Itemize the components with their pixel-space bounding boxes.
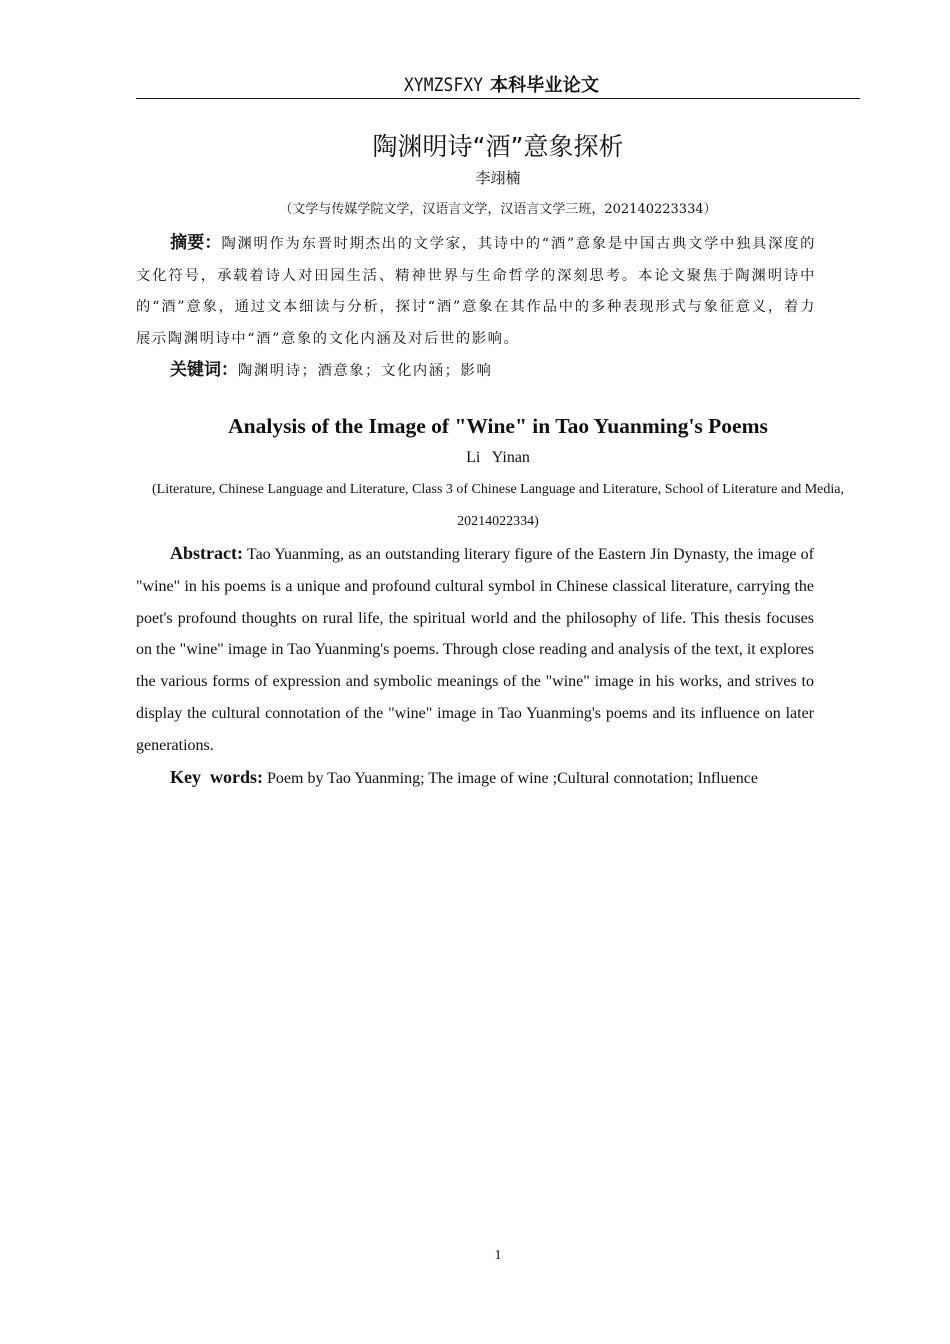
english-title: Analysis of the Image of "Wine" in Tao Yuanming's Poems — [228, 414, 768, 438]
chinese-keywords-label: 关键词： — [170, 360, 238, 380]
chinese-abstract-label: 摘要： — [170, 233, 222, 253]
english-author: Li Yinan — [466, 449, 530, 466]
english-abstract-text: Tao Yuanming, as an outstanding literary figure of the Eastern Jin Dynasty, the image of "wine" in his poems is a unique and profound cultural symbol in Chinese classical literature, carrying the poet's profound thoughts on rural life, the spiritual world and the philosophy of life. This thesis focuses on the "wine" image in Tao Yuanming's poems. Through close reading and analysis of the text, it explores the various forms of expression and symbolic meanings of the "wine" image in his works, and strives to display the cultural connotation of the "wine" image in Tao Yuanming's poems and its influence on later generations. — [136, 546, 814, 754]
header-label: 本科毕业论文 — [489, 75, 600, 96]
chinese-abstract — [136, 228, 816, 355]
english-keywords — [136, 761, 836, 795]
english-affiliation: (Literature, Chinese Language and Literature, Class 3 of Chinese Language and Literature, School of Literature and Media, 20214022334) — [152, 482, 844, 529]
chinese-keywords-text: 陶渊明诗；酒意象；文化内涵；影响 — [238, 363, 493, 379]
english-abstract-label: Abstract: — [170, 543, 243, 563]
chinese-keywords — [136, 355, 816, 387]
english-abstract — [136, 538, 814, 762]
chinese-affiliation: （文学与传媒学院文学，汉语言文学，汉语言文学三班，202140223334） — [279, 202, 717, 217]
english-keywords-text: Poem by Tao Yuanming; The image of wine ;Cultural connotation; Influence — [267, 770, 758, 787]
page-number: 1 — [494, 1248, 502, 1263]
header-code: XYMZSFXY — [403, 74, 483, 96]
header-rule — [136, 98, 860, 99]
running-header — [136, 70, 860, 100]
chinese-title: 陶渊明诗“酒”意象探析 — [372, 132, 624, 161]
english-keywords-label: Key words: — [170, 767, 263, 787]
chinese-abstract-text: 陶渊明作为东晋时期杰出的文学家，其诗中的“酒”意象是中国古典文学中独具深度的文化符号，承载着诗人对田园生活、精神世界与生命哲学的深刻思考。本论文聚焦于陶渊明诗中的“酒”意象，通过文本细读与分析，探讨“酒”意象在其作品中的多种表现形式与象征意义，着力展示陶渊明诗中“酒”意象的文化内涵及对后世的影响。 — [136, 236, 816, 347]
chinese-author: 李翊楠 — [475, 169, 521, 187]
